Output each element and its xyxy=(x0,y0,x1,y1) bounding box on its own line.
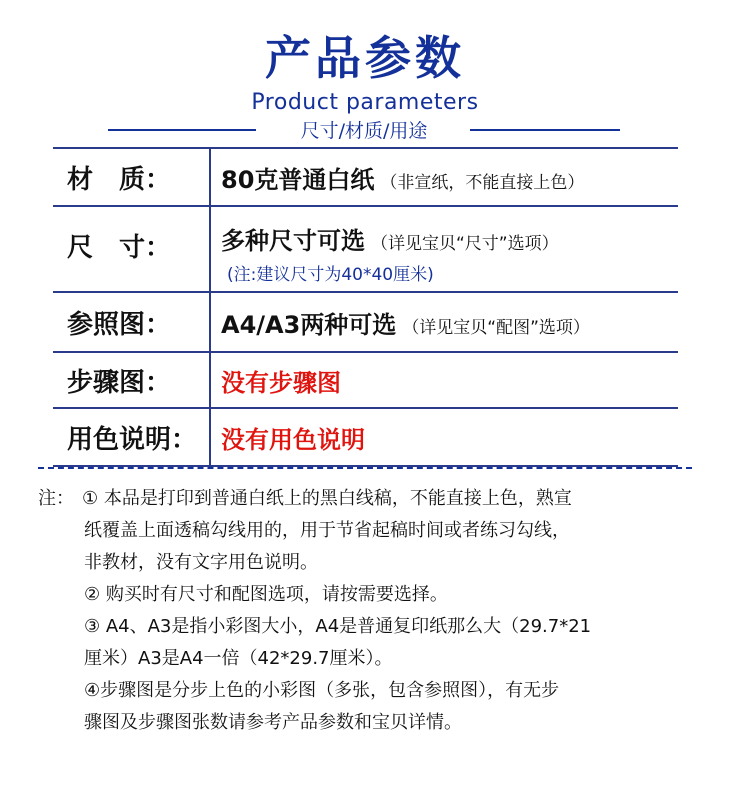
note-line: 骤图及步骤图张数请参考产品参数和宝贝详情。 xyxy=(84,712,462,733)
tagline-text: 尺寸/材质/用途 xyxy=(300,120,428,142)
row-value-cell xyxy=(211,149,678,205)
row-material xyxy=(53,149,678,207)
row-note: （详见宝贝“配图”选项） xyxy=(402,317,590,338)
note-text: ① 本品是打印到普通白纸上的黑白线稿，不能直接上色，熟宣 xyxy=(82,488,572,509)
note-line: 厘米）A3是A4一倍（42*29.7厘米）。 xyxy=(84,648,393,669)
row-value-line xyxy=(221,160,678,195)
page-title: 产品参数 xyxy=(265,31,465,85)
row-value: A4/A3两种可选 xyxy=(221,310,397,339)
tagline-rule-right xyxy=(470,129,620,131)
note-line: ④步骤图是分步上色的小彩图（多张，包含参照图），有无步 xyxy=(84,680,560,701)
row-note: （详见宝贝“尺寸”选项） xyxy=(371,234,559,254)
row-reference xyxy=(53,293,678,353)
notes-block xyxy=(38,483,698,739)
row-value: 80克普通白纸 xyxy=(221,165,375,194)
row-label: 尺 寸： xyxy=(53,207,211,291)
row-sub-note: (注:建议尺寸为40*40厘米) xyxy=(227,265,434,285)
row-value: 没有步骤图 xyxy=(221,368,341,397)
row-color-guide xyxy=(53,409,678,467)
row-steps xyxy=(53,353,678,409)
tagline-bar xyxy=(108,116,620,144)
row-value-cell xyxy=(211,353,678,407)
row-value-line xyxy=(221,221,678,256)
row-label: 材 质： xyxy=(53,149,211,205)
row-value-cell xyxy=(211,409,678,465)
note-line: 非教材，没有文字用色说明。 xyxy=(84,552,318,573)
note-line: 纸覆盖上面透稿勾线用的，用于节省起稿时间或者练习勾线， xyxy=(84,520,570,541)
note-line: ③ A4、A3是指小彩图大小，A4是普通复印纸那么大（29.7*21 xyxy=(84,616,592,637)
params-table xyxy=(53,147,678,467)
row-value-cell xyxy=(211,293,678,351)
notes-prefix: 注： xyxy=(38,488,74,509)
row-value: 没有用色说明 xyxy=(221,425,365,454)
row-label: 参照图： xyxy=(53,293,211,351)
row-value-cell xyxy=(211,207,678,291)
page-subtitle: Product parameters xyxy=(251,90,479,115)
row-note: （非宣纸，不能直接上色） xyxy=(380,172,585,193)
dashed-divider xyxy=(38,467,692,469)
row-label: 步骤图： xyxy=(53,353,211,407)
note-line: ② 购买时有尺寸和配图选项，请按需要选择。 xyxy=(84,584,448,605)
row-label: 用色说明： xyxy=(53,409,211,465)
row-size xyxy=(53,207,678,293)
row-value: 多种尺寸可选 xyxy=(221,227,365,255)
row-value-line xyxy=(221,305,678,340)
note-line xyxy=(38,483,698,515)
